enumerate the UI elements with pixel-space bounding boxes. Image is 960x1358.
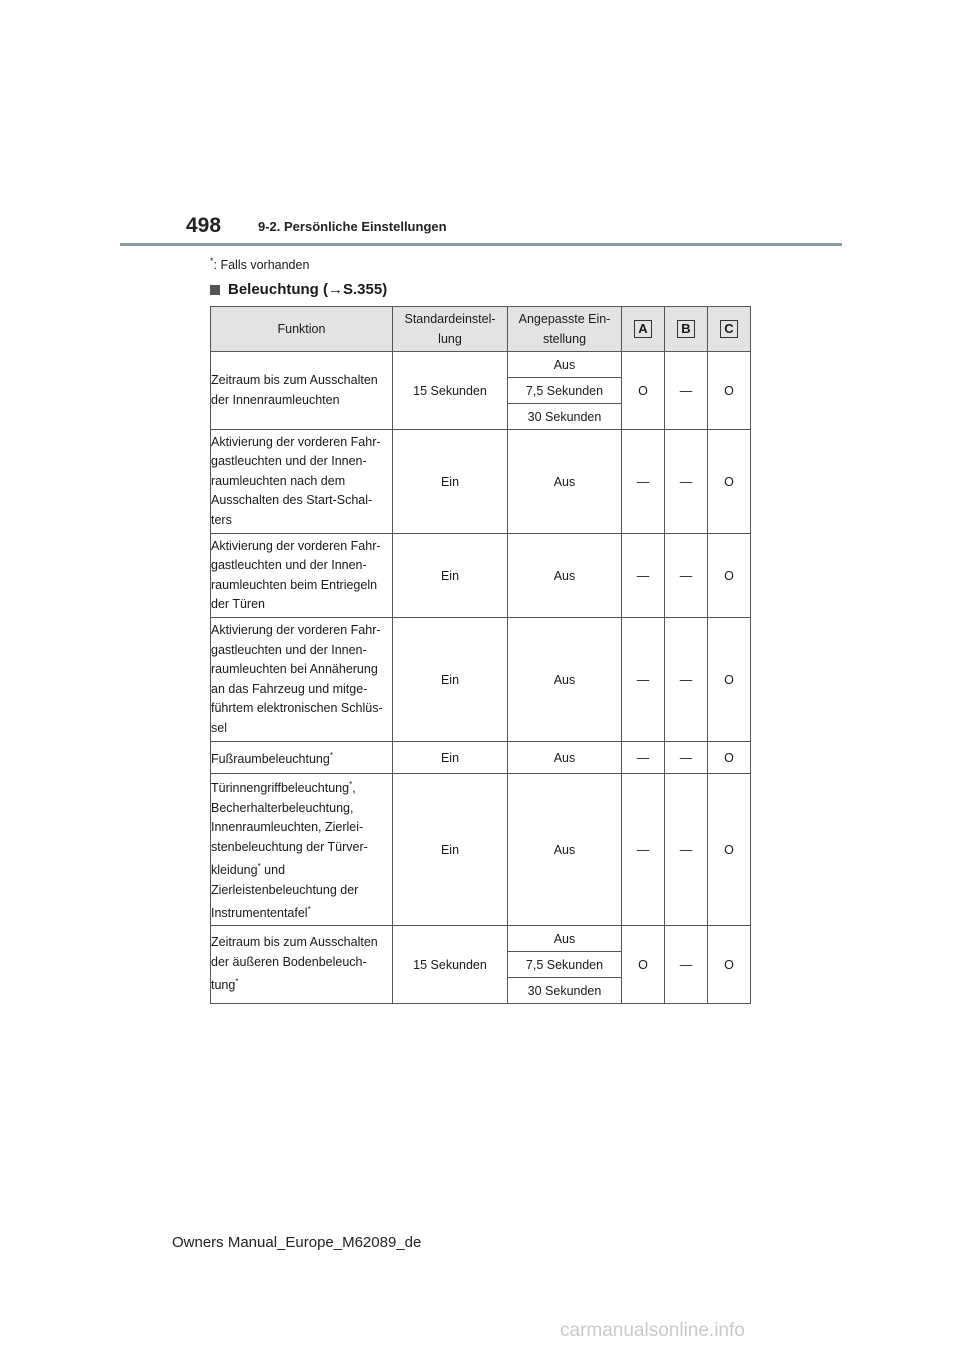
function-line: der äußeren Bodenbeleuch- <box>211 954 367 969</box>
subheading-ref: S.355) <box>343 281 388 298</box>
function-cell <box>211 352 393 430</box>
function-line: Aktivierung der vorderen Fahr- <box>211 538 381 553</box>
setting-c-cell: O <box>708 534 751 618</box>
setting-a-cell: — <box>622 618 665 742</box>
setting-b-cell: — <box>665 742 708 774</box>
function-line: kleidung* und <box>211 862 286 878</box>
function-line: Aktivierung der vorderen Fahr- <box>211 623 381 637</box>
default-cell: 15 Sekunden <box>393 926 508 1004</box>
function-line: Innenraumleuchten, Zierlei- <box>211 820 364 835</box>
table-row <box>211 618 751 742</box>
function-cell <box>211 742 393 774</box>
function-line: stenbeleuchtung der Türver- <box>211 839 368 854</box>
function-line: Türinnengriffbeleuchtung*, <box>211 780 356 796</box>
default-cell: 15 Sekunden <box>393 352 508 430</box>
table-row <box>211 926 751 952</box>
letter-a-box: A <box>634 320 652 338</box>
default-cell: Ein <box>393 618 508 742</box>
setting-c-cell: O <box>708 618 751 742</box>
section-title: 9-2. Persönliche Einstellungen <box>258 219 447 234</box>
default-cell: Ein <box>393 534 508 618</box>
function-line: Aktivierung der vorderen Fahr- <box>211 434 381 449</box>
function-cell <box>211 774 393 926</box>
custom-cell: Aus <box>508 352 622 378</box>
function-line: Zeitraum bis zum Ausschalten <box>211 935 378 950</box>
setting-b-cell: — <box>665 534 708 618</box>
function-cell <box>211 534 393 618</box>
custom-cell: 7,5 Sekunden <box>508 378 622 404</box>
setting-b-cell: — <box>665 352 708 430</box>
function-line: gastleuchten und der Innen- <box>211 642 367 657</box>
custom-cell: 7,5 Sekunden <box>508 952 622 978</box>
table-row <box>211 774 751 926</box>
function-line: gastleuchten und der Innen- <box>211 454 367 469</box>
function-line: Zierleistenbeleuchtung der <box>211 882 359 897</box>
setting-a-cell: — <box>622 742 665 774</box>
function-line: sel <box>211 720 227 735</box>
setting-a-cell: O <box>622 926 665 1004</box>
footer-text: Owners Manual_Europe_M62089_de <box>172 1234 422 1251</box>
settings-table <box>210 306 751 1004</box>
table-row <box>211 430 751 534</box>
function-line: an das Fahrzeug und mitge- <box>211 681 368 696</box>
function-line: gastleuchten und der Innen- <box>211 558 367 572</box>
custom-cell: Aus <box>508 926 622 952</box>
setting-c-cell: O <box>708 430 751 534</box>
function-line: ters <box>211 512 232 527</box>
letter-c-box: C <box>720 320 738 338</box>
subheading <box>210 281 387 298</box>
table-row <box>211 742 751 774</box>
function-line: der Innenraumleuchten <box>211 392 340 407</box>
custom-cell: 30 Sekunden <box>508 404 622 430</box>
default-cell: Ein <box>393 430 508 534</box>
function-line: raumleuchten beim Entriegeln <box>211 577 378 592</box>
arrow-icon: → <box>328 281 343 298</box>
header-custom-line: Angepasste Ein- <box>518 312 611 326</box>
function-line: raumleuchten bei Annäherung <box>211 662 378 676</box>
header-col-b <box>665 307 708 352</box>
function-cell <box>211 430 393 534</box>
setting-a-cell: O <box>622 352 665 430</box>
square-bullet-icon <box>210 285 220 295</box>
header-col-a <box>622 307 665 352</box>
footnote <box>210 256 309 272</box>
header-col-c <box>708 307 751 352</box>
watermark: carmanualsonline.info <box>560 1320 745 1341</box>
footnote-text: : Falls vorhanden <box>213 258 310 273</box>
setting-a-cell: — <box>622 430 665 534</box>
header-default <box>393 307 508 352</box>
function-line: tung* <box>211 977 239 993</box>
custom-cell: Aus <box>508 430 622 534</box>
header-custom-line: stellung <box>542 332 587 346</box>
default-cell: Ein <box>393 742 508 774</box>
page-number: 498 <box>186 214 222 237</box>
function-line: der Türen <box>211 597 265 611</box>
header-rule <box>120 243 842 246</box>
function-line: raumleuchten nach dem <box>211 473 346 488</box>
function-line: Zeitraum bis zum Ausschalten <box>211 373 378 387</box>
custom-cell: 30 Sekunden <box>508 978 622 1004</box>
function-cell <box>211 926 393 1004</box>
setting-c-cell: O <box>708 352 751 430</box>
table-row <box>211 534 751 618</box>
custom-cell: Aus <box>508 618 622 742</box>
function-line: Fußraumbeleuchtung* <box>211 750 333 766</box>
function-line: Becherhalterbeleuchtung, <box>211 800 354 815</box>
custom-cell: Aus <box>508 534 622 618</box>
setting-c-cell: O <box>708 774 751 926</box>
setting-b-cell: — <box>665 430 708 534</box>
subheading-title: Beleuchtung ( <box>228 281 328 298</box>
function-cell <box>211 618 393 742</box>
header-custom <box>508 307 622 352</box>
setting-c-cell: O <box>708 926 751 1004</box>
setting-b-cell: — <box>665 618 708 742</box>
function-line: führtem elektronischen Schlüs- <box>211 701 383 715</box>
table-header-row <box>211 307 751 352</box>
custom-cell: Aus <box>508 774 622 926</box>
setting-a-cell: — <box>622 534 665 618</box>
header-default-line: lung <box>438 332 462 346</box>
letter-b-box: B <box>677 320 695 338</box>
setting-b-cell: — <box>665 926 708 1004</box>
setting-a-cell: — <box>622 774 665 926</box>
header-function: Funktion <box>211 307 393 352</box>
function-line: Ausschalten des Start-Schal- <box>211 493 373 508</box>
setting-b-cell: — <box>665 774 708 926</box>
footnote-marker: * <box>210 256 214 266</box>
header-default-line: Standardeinstel- <box>404 312 496 326</box>
setting-c-cell: O <box>708 742 751 774</box>
function-line: Instrumententafel* <box>211 905 311 921</box>
table-body <box>211 352 751 1004</box>
custom-cell: Aus <box>508 742 622 774</box>
default-cell: Ein <box>393 774 508 926</box>
table-row <box>211 352 751 378</box>
